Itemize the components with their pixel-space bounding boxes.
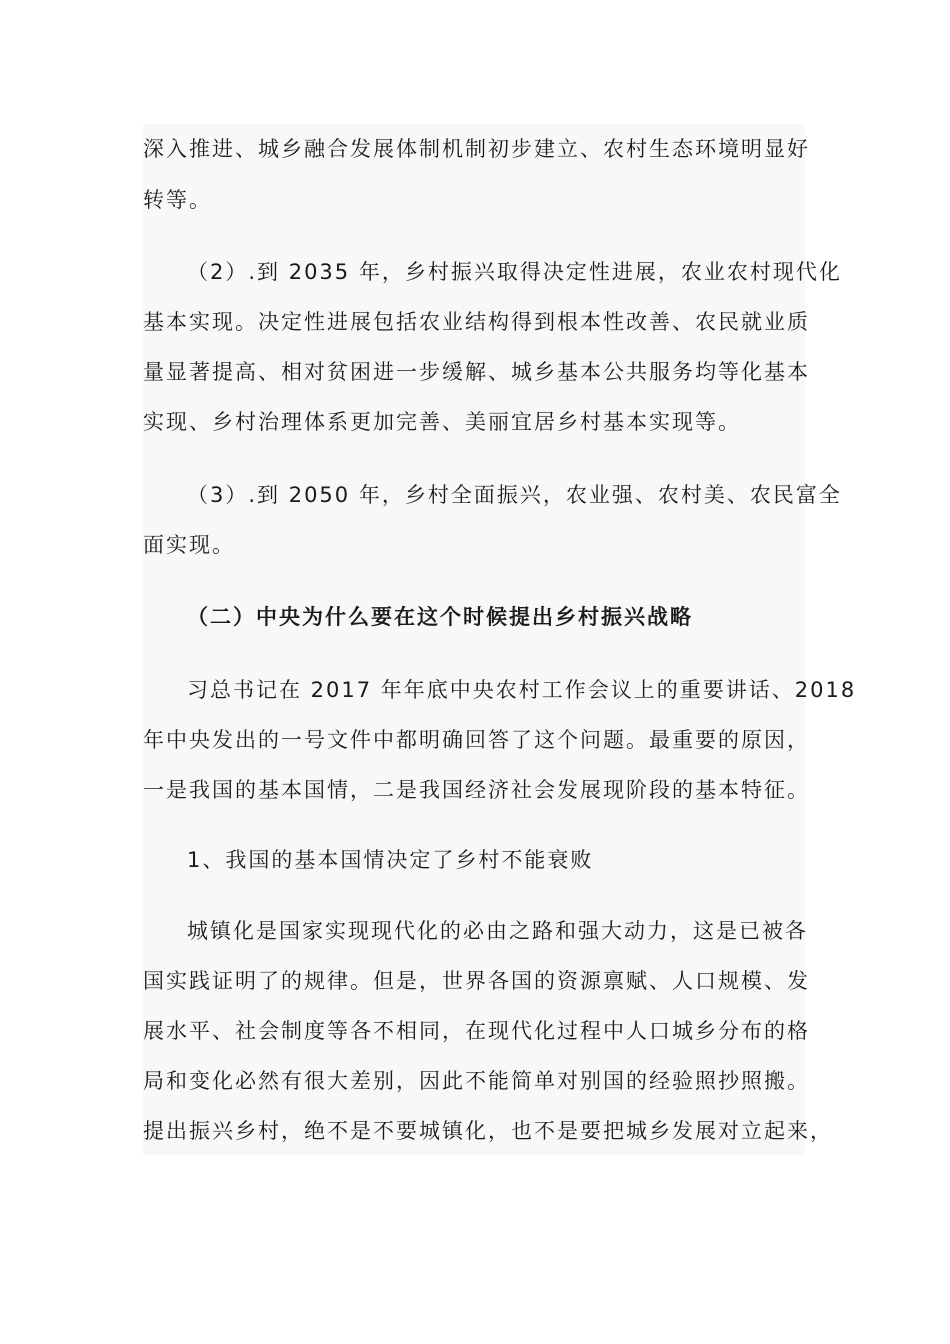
body-line: 习总书记在 2017 年年底中央农村工作会议上的重要讲话、2018 bbox=[187, 678, 857, 702]
body-line: 提出振兴乡村，绝不是不要城镇化，也不是要把城乡发展对立起来， bbox=[143, 1119, 833, 1143]
body-line: 一是我国的基本国情，二是我国经济社会发展现阶段的基本特征。 bbox=[143, 778, 810, 802]
body-line: 转等。 bbox=[143, 188, 212, 212]
body-line: 实现、乡村治理体系更加完善、美丽宜居乡村基本实现等。 bbox=[143, 410, 741, 434]
document-text-block bbox=[143, 124, 857, 1155]
body-line: 展水平、社会制度等各不相同，在现代化过程中人口城乡分布的格 bbox=[143, 1019, 810, 1043]
body-line: 国实践证明了的规律。但是，世界各国的资源禀赋、人口规模、发 bbox=[143, 969, 810, 993]
body-line: 量显著提高、相对贫困进一步缓解、城乡基本公共服务均等化基本 bbox=[143, 360, 810, 384]
section-heading: （二）中央为什么要在这个时候提出乡村振兴战略 bbox=[187, 605, 693, 629]
body-line: 年中央发出的一号文件中都明确回答了这个问题。最重要的原因， bbox=[143, 728, 810, 752]
body-line: 局和变化必然有很大差别，因此不能简单对别国的经验照抄照搬。 bbox=[143, 1069, 810, 1093]
body-line: 城镇化是国家实现现代化的必由之路和强大动力，这是已被各 bbox=[187, 919, 808, 943]
body-line: 基本实现。决定性进展包括农业结构得到根本性改善、农民就业质 bbox=[143, 310, 810, 334]
body-line: 深入推进、城乡融合发展体制机制初步建立、农村生态环境明显好 bbox=[143, 137, 810, 161]
body-line: 面实现。 bbox=[143, 533, 235, 557]
body-line: （3）.到 2050 年，乡村全面振兴，农业强、农村美、农民富全 bbox=[187, 483, 842, 507]
body-line: （2）.到 2035 年，乡村振兴取得决定性进展，农业农村现代化 bbox=[187, 260, 842, 284]
subsection-heading: 1、我国的基本国情决定了乡村不能衰败 bbox=[187, 848, 594, 872]
